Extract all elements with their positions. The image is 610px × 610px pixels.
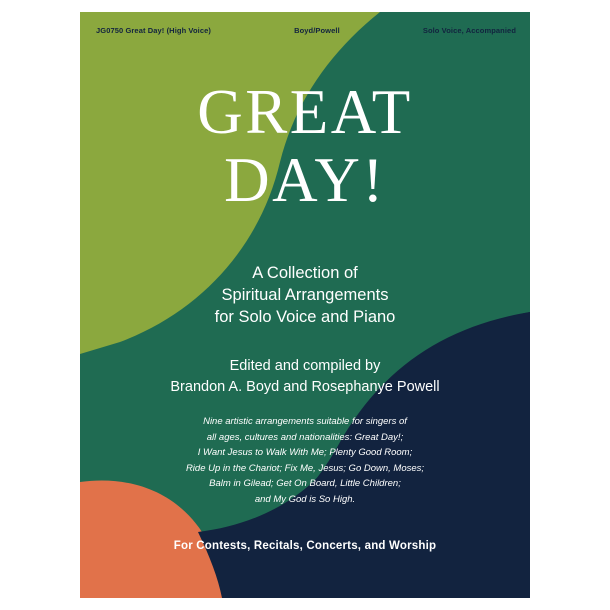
composer-credit: Boyd/Powell	[294, 26, 340, 35]
description-line-4: Ride Up in the Chariot; Fix Me, Jesus; Go Down, Moses;	[185, 462, 425, 474]
title-line-1: GREAT	[197, 77, 413, 147]
description-line-2: all ages, cultures and nationalities: Great Day!;	[206, 431, 404, 443]
header-credits-row	[80, 26, 530, 35]
contents-description	[80, 414, 530, 507]
page-title	[80, 78, 530, 214]
editors-credit	[80, 356, 530, 398]
subtitle-line-3: for Solo Voice and Piano	[214, 308, 396, 326]
footer-tagline: For Contests, Recitals, Concerts, and Worship	[173, 540, 437, 552]
description-line-1: Nine artistic arrangements suitable for singers of	[203, 416, 407, 427]
voicing-credit: Solo Voice, Accompanied	[422, 26, 516, 35]
catalog-number: JG0750 Great Day! (High Voice)	[96, 26, 211, 35]
editors-line-1: Edited and compiled by	[229, 358, 381, 374]
description-line-6: and My God is So High.	[254, 493, 356, 505]
description-line-5: Balm in Gilead; Get On Board, Little Children;	[209, 478, 401, 489]
subtitle-line-2: Spiritual Arrangements	[221, 286, 389, 304]
description-line-3: I Want Jesus to Walk With Me; Plenty Good Room;	[197, 447, 413, 458]
title-line-2: DAY!	[224, 145, 386, 215]
subtitle-line-1: A Collection of	[252, 264, 358, 282]
editors-line-2: Brandon A. Boyd and Rosephanye Powell	[170, 379, 440, 395]
subtitle	[80, 262, 530, 328]
